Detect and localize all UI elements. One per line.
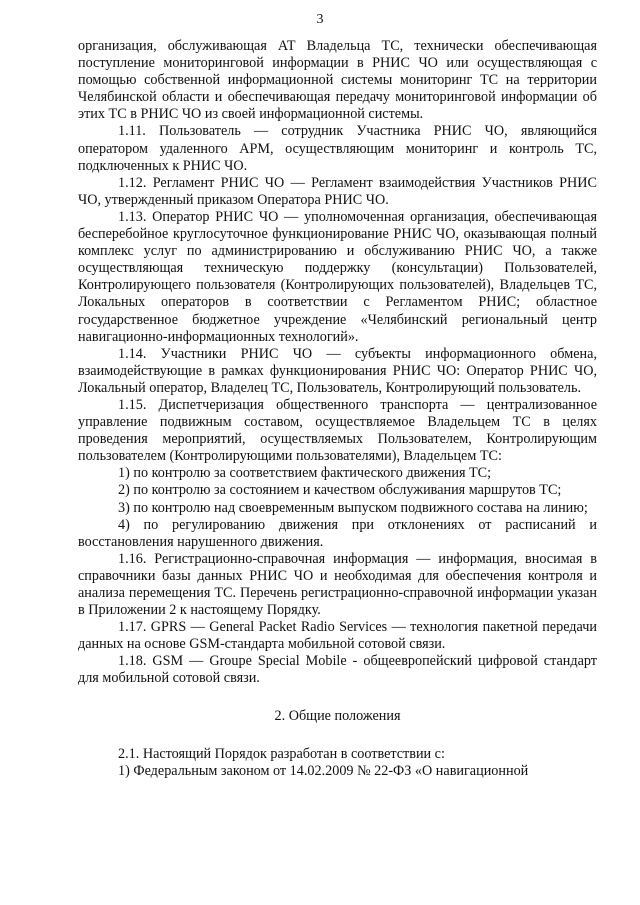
paragraph-2-1-item-1: 1) Федеральным законом от 14.02.2009 № 22-ФЗ «О навигационной bbox=[118, 762, 529, 779]
paragraph-2-1: 2.1. Настоящий Порядок разработан в соответствии с: bbox=[118, 745, 445, 762]
paragraph-1-12: 1.12. Регламент РНИС ЧО — Регламент взаимодействия Участников РНИС ЧО, утвержденный приказом Оператора РНИС ЧО. bbox=[78, 174, 597, 208]
paragraph-1-11: 1.11. Пользователь — сотрудник Участника РНИС ЧО, являющийся оператором удаленного АРМ, осуществляющим мониторинг и контроль ТС, подключенных к РНИС ЧО. bbox=[78, 123, 597, 174]
paragraph-1-13: 1.13. Оператор РНИС ЧО — уполномоченная организация, обеспечивающая бесперебойное круглосуточное функционирование РНИС ЧО, оказывающая полный комплекс услуг по администрированию и обслуживанию РНИС ЧО, а также осуществляющая техническую поддержку (консультации) Пользователей, Контролирующего пользователя (Контролирующих пользователей), Владельцев ТС, Локальных операторов в соответствии с Регламентом РНИС; областное государственное бюджетное учреждение «Челябинский региональный центр навигационно-информационных технологий». bbox=[78, 208, 597, 345]
list-item-1: 1) по контролю за соответствием фактического движения ТС; bbox=[118, 465, 492, 482]
paragraph-1-14: 1.14. Участники РНИС ЧО — субъекты информационного обмена, взаимодействующие в рамках функционирования РНИС ЧО: Оператор РНИС ЧО, Локальный оператор, Владелец ТС, Пользователь, Контролирующий пользователь. bbox=[78, 345, 597, 396]
paragraph-1-18: 1.18. GSM — Groupe Special Mobile - общеевропейский цифровой стандарт для мобильной сотовой связи. bbox=[78, 653, 597, 687]
list-item-3: 3) по контролю над своевременным выпуском подвижного состава на линию; bbox=[118, 499, 588, 516]
paragraph-1-16: 1.16. Регистрационно-справочная информация — информация, вносимая в справочники базы данных РНИС ЧО и необходимая для обеспечения контроля и анализа перемещения ТС. Перечень регистрационно-справочной информации указан в Приложении 2 к настоящему Порядку. bbox=[78, 550, 597, 619]
page-number: 3 bbox=[316, 12, 324, 27]
section-title: 2. Общие положения bbox=[274, 707, 401, 724]
paragraph-continuation: организация, обслуживающая АТ Владельца ТС, технически обеспечивающая поступление мониторинговой информации в РНИС ЧО или осуществляющая с помощью собственной информационной системы мониторинг ТС на территории Челябинской области и обеспечивающая передачу мониторинговой информации об этих ТС в РНИС ЧО из своей информационной системы. bbox=[78, 38, 597, 123]
paragraph-1-17: 1.17. GPRS — General Packet Radio Services — технология пакетной передачи данных на основе GSM-стандарта мобильной сотовой связи. bbox=[78, 619, 597, 653]
paragraph-1-15: 1.15. Диспетчеризация общественного транспорта — централизованное управление подвижным составом, осуществляемое Владельцем ТС в целях проведения мероприятий, осуществляемых Пользователем, Контролирующим пользователем (Контролирующими пользователями), Владельцем ТС: bbox=[78, 396, 597, 465]
document-body bbox=[78, 38, 597, 780]
list-item-2: 2) по контролю за состоянием и качеством обслуживания маршрутов ТС; bbox=[118, 482, 562, 499]
list-item-4: 4) по регулированию движения при отклонениях от расписаний и восстановления нарушенного движения. bbox=[78, 516, 597, 550]
